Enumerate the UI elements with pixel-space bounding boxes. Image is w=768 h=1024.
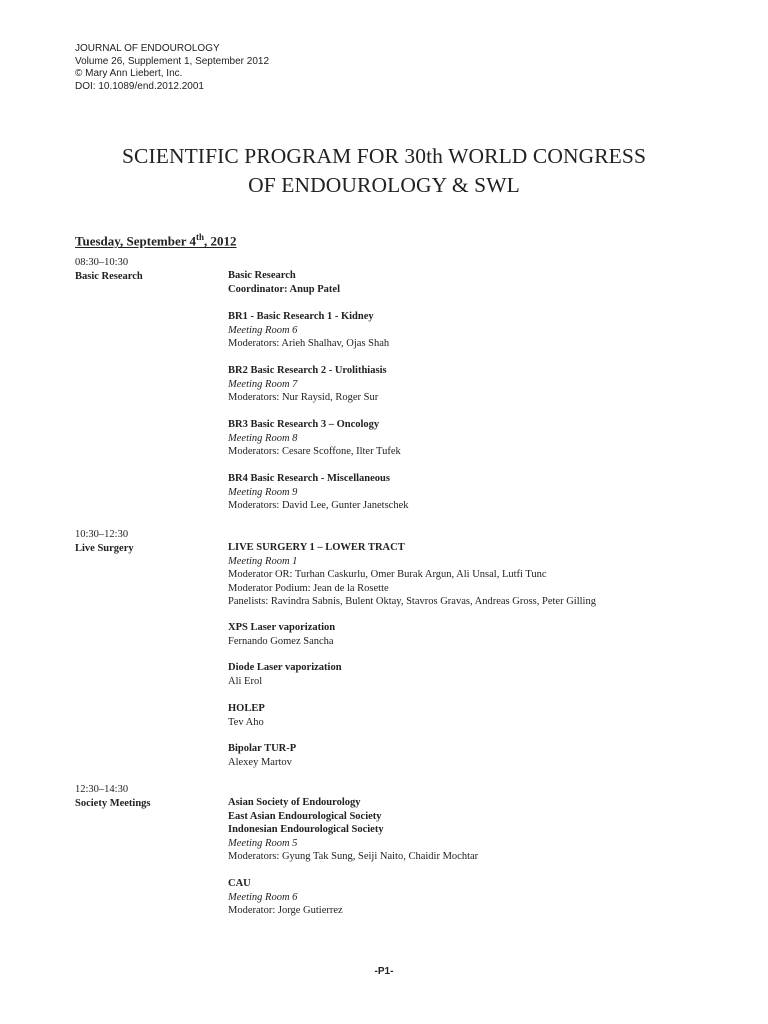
entry-line: Ali Erol — [228, 675, 263, 687]
entry-room: Meeting Room 7 — [228, 378, 298, 390]
page-title — [0, 142, 768, 200]
entry-title: Diode Laser vaporization — [228, 662, 342, 673]
entry-title: Asian Society of Endourology — [228, 797, 361, 808]
title-line-2: OF ENDOUROLOGY & SWL — [248, 173, 520, 197]
entry-line: Fernando Gomez Sancha — [228, 635, 334, 647]
entry-line: Moderator: Jorge Gutierrez — [228, 905, 343, 916]
title-line-1: SCIENTIFIC PROGRAM FOR 30th WORLD CONGRESS — [121, 144, 647, 168]
entry-line: Moderators: Arieh Shalhav, Ojas Shah — [228, 338, 390, 349]
entry-line: Panelists: Ravindra Sabnis, Bulent Oktay, Stavros Gravas, Andreas Gross, Peter Gilling — [228, 596, 596, 607]
entry-line: Moderators: David Lee, Gunter Janetschek — [228, 500, 409, 511]
entry-line: Tev Aho — [228, 716, 264, 728]
entry-title: Bipolar TUR-P — [228, 743, 297, 754]
entry-line: Moderators: Cesare Scoffone, Ilter Tufek — [228, 446, 401, 457]
entry-bipolar-turp — [228, 742, 296, 769]
entry-cau — [228, 877, 343, 918]
journal-doi: DOI: 10.1089/end.2012.2001 — [75, 80, 204, 92]
session-label-society-meetings — [75, 783, 151, 810]
entry-title: LIVE SURGERY 1 – LOWER TRACT — [228, 542, 405, 553]
entry-xps-laser — [228, 621, 335, 648]
session-name: Basic Research — [75, 270, 143, 282]
entry-line: Moderators: Nur Raysid, Roger Sur — [228, 392, 379, 403]
page-number: -P1- — [374, 966, 394, 977]
entry-diode-laser — [228, 661, 342, 688]
session-time: 12:30–14:30 — [75, 784, 129, 795]
entry-br2 — [228, 364, 387, 405]
entry-title: Basic Research — [228, 270, 296, 281]
journal-name: JOURNAL OF ENDOUROLOGY — [75, 43, 220, 54]
entry-room: Meeting Room 9 — [228, 486, 298, 498]
entry-title: CAU — [228, 878, 251, 889]
entry-br4 — [228, 472, 408, 513]
entry-room: Meeting Room 1 — [228, 555, 298, 567]
day-heading-suffix: , 2012 — [204, 233, 237, 249]
entry-line: Indonesian Endourological Society — [228, 824, 384, 835]
entry-line: Moderators: Gyung Tak Sung, Seiji Naito, Chaidir Mochtar — [228, 851, 479, 862]
entry-room: Meeting Room 5 — [228, 837, 298, 849]
entry-line: Coordinator: Anup Patel — [228, 283, 341, 295]
entry-title: BR4 Basic Research - Miscellaneous — [228, 473, 390, 484]
journal-volume: Volume 26, Supplement 1, September 2012 — [75, 55, 270, 67]
entry-holep — [228, 702, 265, 729]
entry-room: Meeting Room 6 — [228, 891, 298, 903]
entry-line: East Asian Endourological Society — [228, 810, 382, 822]
entry-title: BR2 Basic Research 2 - Urolithiasis — [228, 365, 387, 376]
entry-line: Moderator OR: Turhan Caskurlu, Omer Burak Argun, Ali Unsal, Lutfi Tunc — [228, 569, 547, 580]
session-time: 08:30–10:30 — [75, 257, 129, 268]
entry-room: Meeting Room 6 — [228, 324, 298, 336]
entry-title: BR3 Basic Research 3 – Oncology — [228, 419, 380, 430]
entry-br1 — [228, 310, 389, 351]
session-name: Live Surgery — [75, 542, 134, 554]
session-label-basic-research — [75, 256, 143, 283]
entry-br3 — [228, 418, 401, 459]
entry-asian-society — [228, 796, 478, 864]
entry-live-surgery-1 — [228, 541, 596, 609]
journal-header — [75, 43, 269, 93]
session-time: 10:30–12:30 — [75, 529, 129, 540]
entry-room: Meeting Room 8 — [228, 432, 298, 444]
journal-copyright: © Mary Ann Liebert, Inc. — [75, 68, 183, 79]
day-heading — [75, 232, 237, 249]
entry-line: Alexey Martov — [228, 756, 292, 768]
entry-title: HOLEP — [228, 703, 265, 714]
entry-line: Moderator Podium: Jean de la Rosette — [228, 582, 389, 594]
day-heading-sup: th — [196, 232, 205, 242]
session-label-live-surgery — [75, 528, 134, 555]
entry-title: XPS Laser vaporization — [228, 622, 336, 633]
session-name: Society Meetings — [75, 797, 151, 809]
day-heading-prefix: Tuesday, September 4 — [75, 233, 196, 249]
entry-title: BR1 - Basic Research 1 - Kidney — [228, 311, 374, 322]
session-entries-basic-research — [228, 269, 340, 296]
